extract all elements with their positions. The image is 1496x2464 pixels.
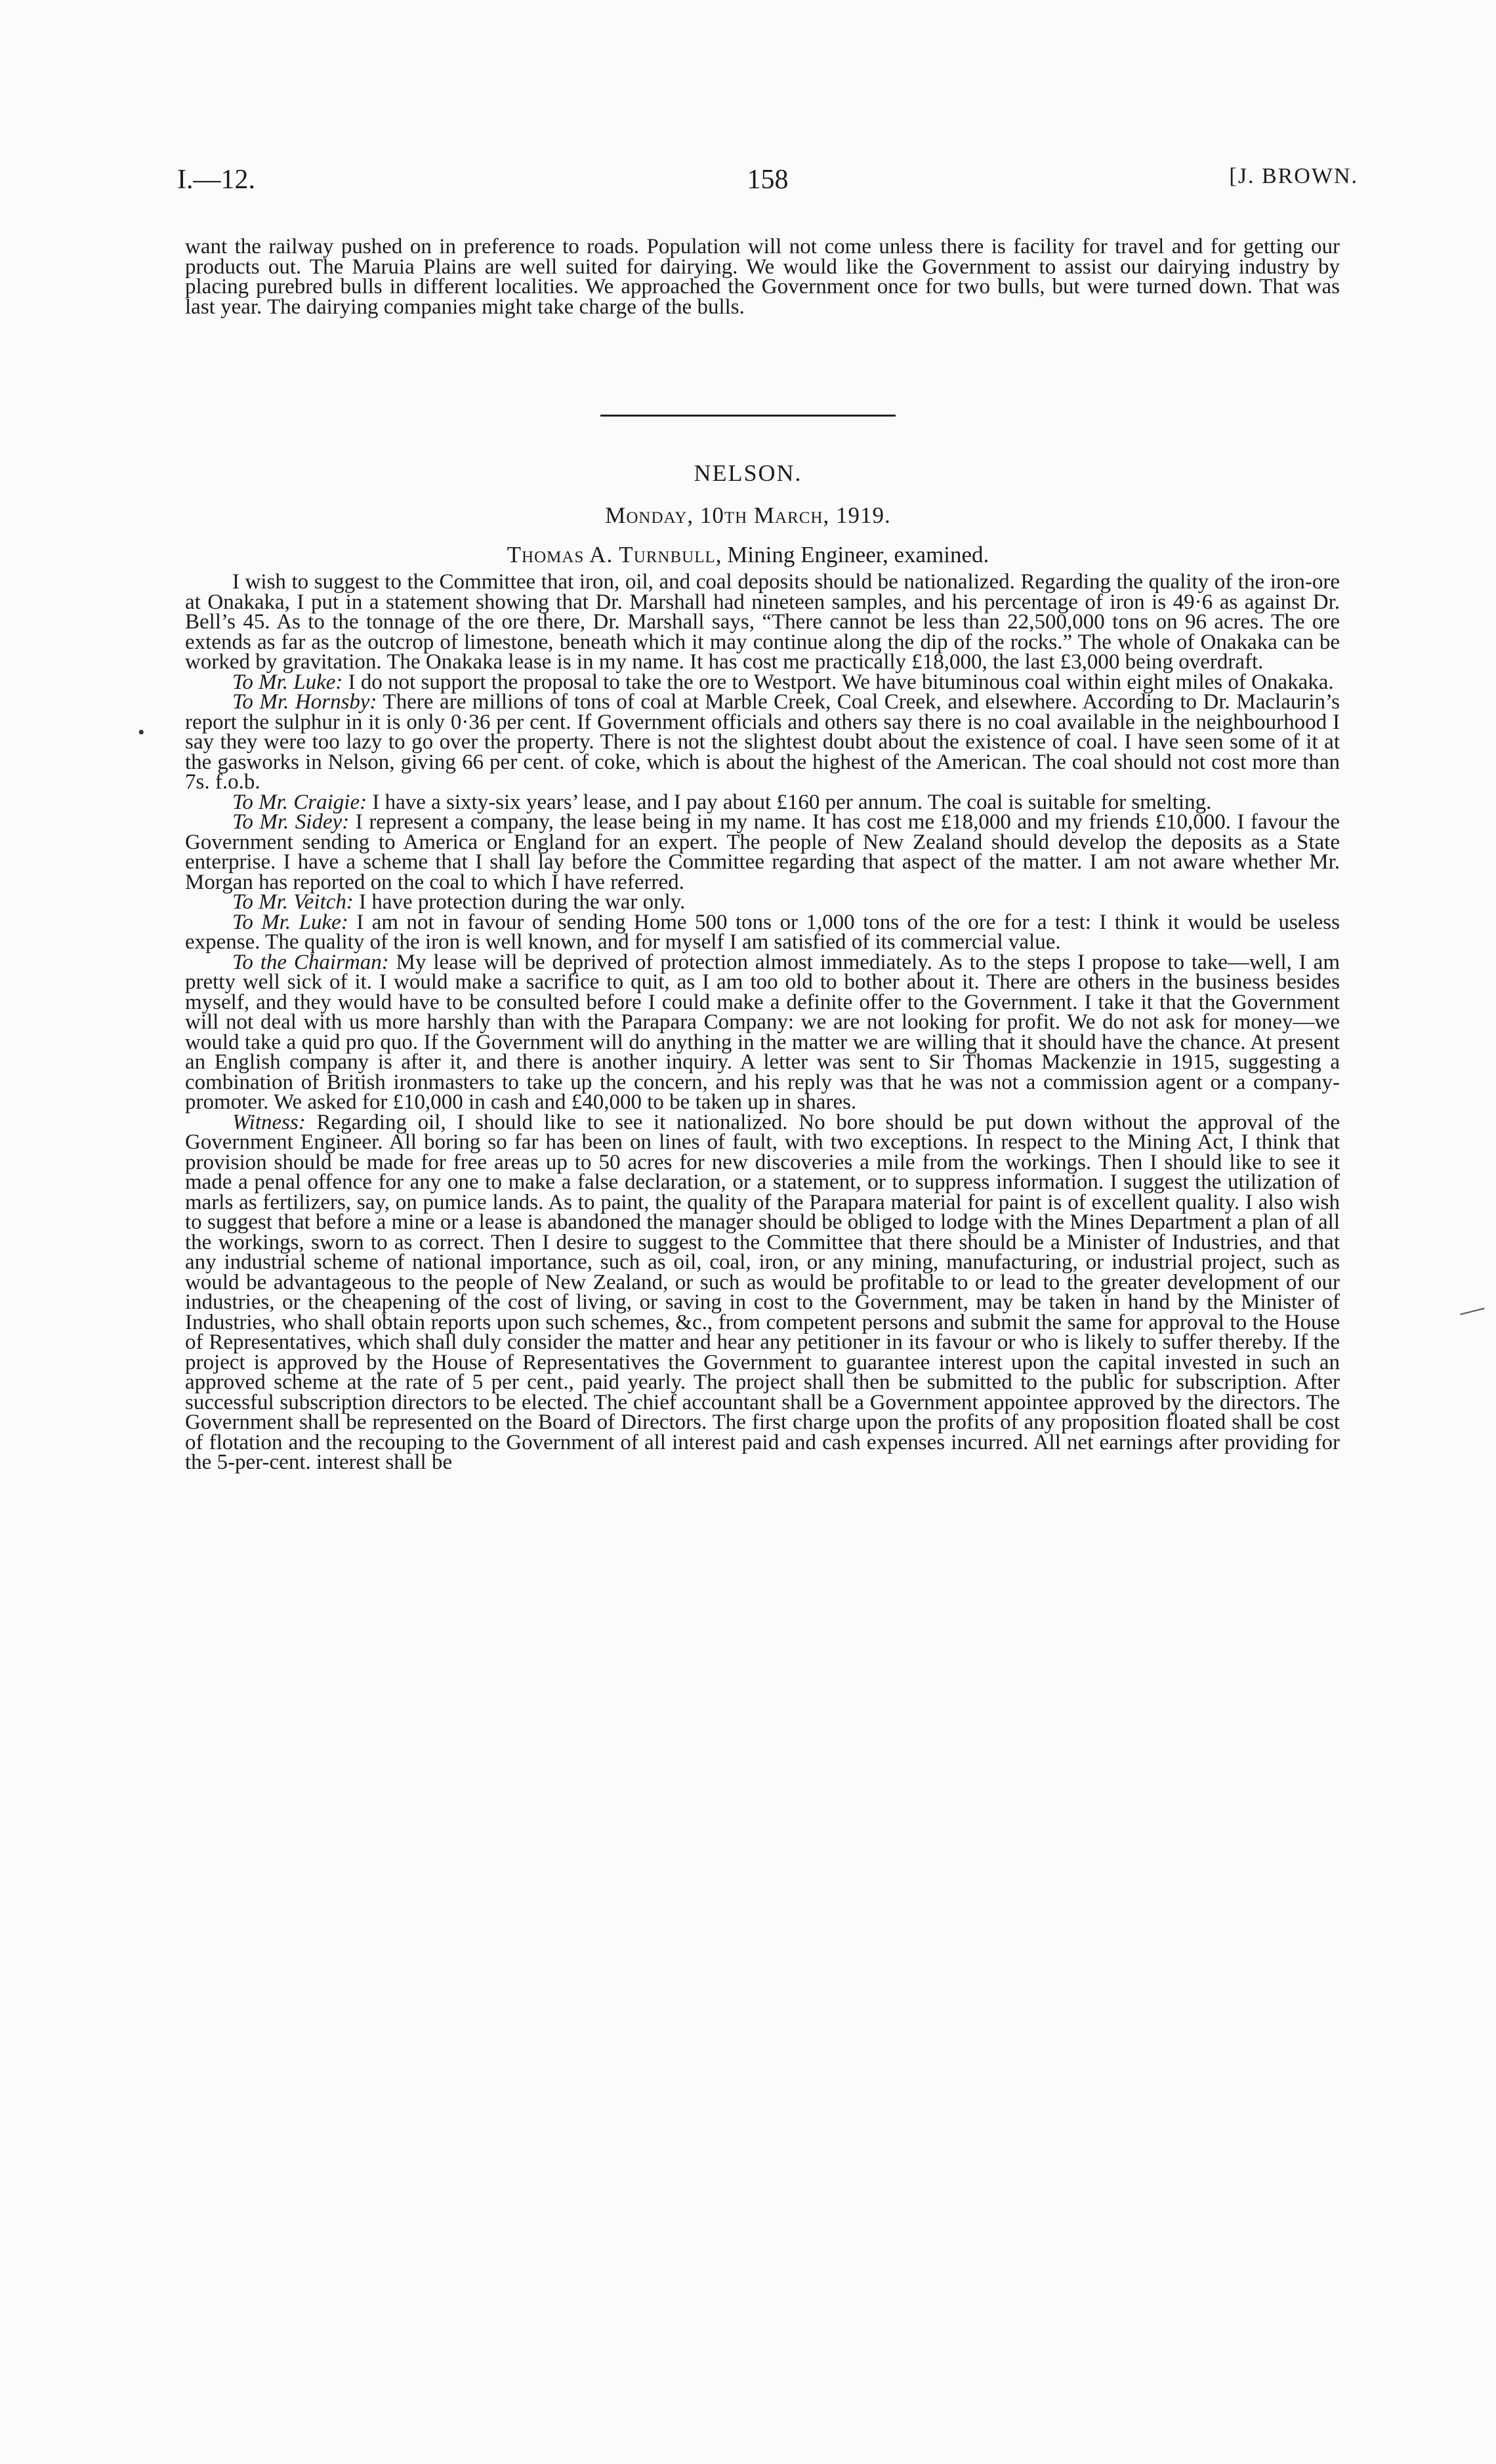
margin-mark — [1460, 1307, 1484, 1315]
questioner-label: To Mr. Craigie: — [232, 790, 367, 814]
continued-evidence — [185, 237, 1340, 317]
section-divider — [600, 415, 896, 417]
answer-text: Regarding oil, I should like to see it nationalized. No bore should be put down without the approval of the Government Engineer. All boring so far has been on lines of fault, with two exceptions. In respect to the Mining Act, I think that provision should be made for free areas up to 50 acres for new discoveries a mile from the workings. Then I should like to see it made a penal offence for any one to make a false declaration, or a statement, or to suppress information. I suggest the utilization of marls as fertilizers, say, on pumice lands. As to paint, the quality of the Parapara material for paint is of excellent quality. I also wish to suggest that before a mine or a lease is abandoned the manager should be obliged to lodge with the Mines Department a plan of all the workings, sworn to as correct. Then I desire to suggest to the Committee that there should be a Minister of Industries, and that any industrial scheme of national importance, such as oil, coal, iron, or any mining, manufacturing, or industrial project, such as would be advantageous to the people of New Zealand, or such as would be profitable to or lead to the greater development of our industries, or the cheapening of the cost of living, or saving in cost to the Government, may be taken in hand by the Minister of Industries, who shall obtain reports upon such schemes, &c., from competent persons and submit the same for approval to the House of Representatives, which shall duly consider the matter and hear any petitioner in its favour or who is likely to suffer thereby. If the project is approved by the House of Representatives the Government to guarantee interest upon the capital invested in such an approved scheme at the rate of 5 per cent., paid yearly. The project shall then be submitted to the public for subscription. After successful subscription directors to be elected. The chief accountant shall be a Government appointee approved by the directors. The Government shall be represented on the Board of Directors. The first charge upon the profits of any proposition floated shall be cost of flotation and the recouping to the Government of all interest paid and cash expenses incurred. All net earnings after providing for the 5-per-cent. interest shall be — [185, 1110, 1340, 1474]
questioner-label: To Mr. Veitch: — [232, 890, 354, 914]
witness-heading — [0, 542, 1496, 568]
evidence-paragraph — [185, 910, 1340, 954]
evidence-paragraph — [185, 572, 1340, 672]
evidence-paragraph — [185, 792, 1340, 813]
page-header — [177, 164, 1358, 203]
answer-text: I have protection during the war only. — [353, 890, 686, 914]
answer-text: There are millions of tons of coal at Marble Creek, Coal Creek, and elsewhere. According to Dr. Maclaurin’s report the sulphur in it is only 0·36 per cent. If Government officials and others say there is no coal available in the neighbourhood I say they were too lazy to go over the property. There is not the slightest doubt about the existence of coal. I have seen some of it at the gasworks in Nelson, giving 66 per cent. of coke, which is about the highest of the American. The coal should not cost more than 7s. f.o.b. — [185, 690, 1340, 794]
parliamentary-paper-reference: I.—12. — [177, 165, 255, 195]
questioner-label: To the Chairman: — [232, 950, 389, 974]
questioner-label: To Mr. Sidey: — [232, 810, 350, 834]
evidence-paragraph — [185, 892, 1340, 913]
running-witness-name: [J. BROWN. — [1229, 164, 1358, 188]
questioner-label: Witness: — [232, 1110, 306, 1134]
evidence-paragraph — [185, 950, 1340, 1114]
questioner-label: To Mr. Hornsby: — [232, 690, 377, 714]
evidence-body — [185, 572, 1340, 1473]
questioner-label: To Mr. Luke: — [232, 670, 343, 694]
answer-text: I have a sixty-six years’ lease, and I pay about £160 per annum. The coal is suitable for smelting. — [367, 790, 1212, 814]
evidence-paragraph — [185, 672, 1340, 693]
margin-dot: • — [138, 722, 145, 743]
answer-text: I represent a company, the lease being in my name. It has cost me £18,000 and my friends £10,000. I favour the Government sending to America or England for an expert. The people of New Zealand should develop the deposits as a State enterprise. I have a scheme that I shall lay before the Committee regarding that aspect of the matter. I am not aware whether Mr. Morgan has reported on the coal to which I have referred. — [185, 810, 1340, 894]
answer-text: I wish to suggest to the Committee that iron, oil, and coal deposits should be nationalized. Regarding the quality of the iron-ore at Onakaka, I put in a statement showing that Dr. Marshall had nineteen samples, and his percentage of iron is 49·6 as against Dr. Bell’s 45. As to the tonnage of the ore there, Dr. Marshall says, “There cannot be less than 22,500,000 tons on 96 acres. The ore extends as far as the outcrop of limestone, beneath which it may continue along the dip of the rocks.” The whole of Onakaka can be worked by gravitation. The Onakaka lease is in my name. It has cost me practically £18,000, the last £3,000 being overdraft. — [185, 570, 1340, 674]
page-number: 158 — [747, 165, 789, 195]
answer-text: I am not in favour of sending Home 500 tons or 1,000 tons of the ore for a test: I think it would be useless expense. The quality of the iron is well known, and for myself I am satisfied of its commercial value. — [185, 910, 1340, 954]
witness-name: Thomas A. Turnbull — [507, 542, 716, 567]
sitting-date: Monday, 10th March, 1919. — [605, 503, 891, 528]
intro-paragraph: want the railway pushed on in preference to roads. Population will not come unless there is facility for travel and for getting our products out. The Maruia Plains are well suited for dairying. We would like the Government to assist our dairying industry by placing purebred bulls in different localities. We approached the Government once for two bulls, but were turned down. That was last year. The dairying companies might take charge of the bulls. — [185, 235, 1340, 319]
answer-text: My lease will be deprived of protection almost immediately. As to the steps I propose to take—well, I am pretty well sick of it. I would make a sacrifice to quit, as I am too old to bother about it. There are others in the business besides myself, and they would have to be consulted before I could make a definite offer to the Government. I take it that the Government will not deal with us more harshly than with the Parapara Company: we are not looking for profit. We do not ask for money—we would take a quid pro quo. If the Government will do anything in the matter we are willing that it should have the chance. At present an English company is after it, and there is another inquiry. A letter was sent to Sir Thomas Mackenzie in 1915, suggesting a combination of British ironmasters to take up the concern, and his reply was that he was not a commission agent or a company-promoter. We asked for £10,000 in cash and £40,000 to be taken up in shares. — [185, 950, 1340, 1114]
section-title: NELSON. — [694, 460, 802, 486]
witness-role: , Mining Engineer, examined. — [715, 542, 989, 567]
answer-text: I do not support the proposal to take the ore to Westport. We have bituminous coal within eight miles of Onakaka. — [343, 670, 1334, 694]
evidence-paragraph — [185, 692, 1340, 792]
evidence-paragraph — [185, 1110, 1340, 1474]
questioner-label: To Mr. Luke: — [232, 910, 348, 934]
evidence-paragraph — [185, 812, 1340, 892]
